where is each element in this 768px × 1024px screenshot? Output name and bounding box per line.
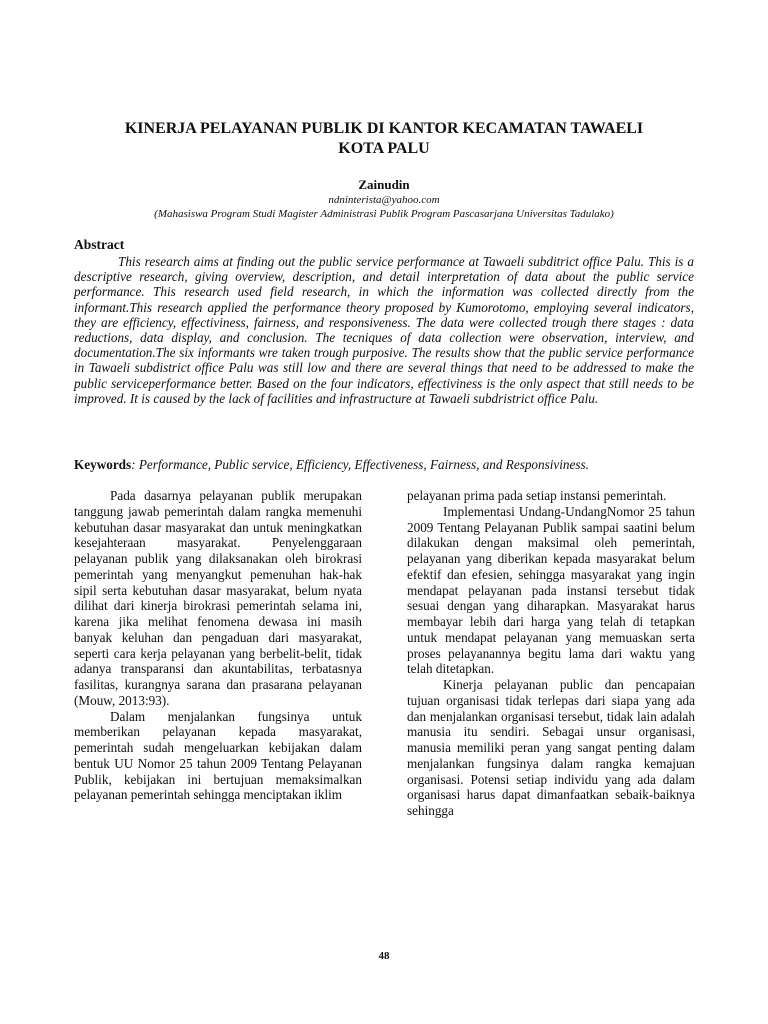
body-column-right bbox=[407, 488, 695, 819]
keywords-line bbox=[74, 457, 700, 473]
body-paragraph: Dalam menjalankan fungsinya untuk memberikan pelayanan kepada masyarakat, pemerintah sudah mengeluarkan kebijakan dalam bentuk UU Nomor 25 tahun 2009 Tentang Pelayanan Publik, kebijakan ini bertujuan memaksimalkan pelayanan pemerintah sehingga menciptakan iklim bbox=[74, 708, 362, 803]
body-paragraph: pelayanan prima pada setiap instansi pemerintah. bbox=[407, 488, 667, 503]
keywords-label: Keywords bbox=[74, 457, 132, 472]
abstract-text: This research aims at finding out the public service performance at Tawaeli subditrict office Palu. This is a descriptive research, giving overview, description, and detail interpretation of data about the public service performance. This research used field research, in which the information was collected directly from the informant.This research applied the performance theory proposed by Kumorotomo, employing several indicators, they are efficiency, effectiviness, fairness, and responsiveness. The data were collected trough there stages : data reductions, data display, and conclusion. The tecniques of data collection were observation, interview, and documentation.The six informants wre taken trough purposive. The results show that the public service performance in Tawaeli subdistrict office Palu was still low and there are several things that need to be addressed to make the public serviceperformance better. Based on the four indicators, effectiviness is the only aspect that still needs to be improved. It is caused by the lack of facilities and infrastructure at Tawaeli subdristrict office Palu. bbox=[74, 254, 694, 406]
abstract-heading: Abstract bbox=[74, 237, 125, 252]
body-paragraph: Pada dasarnya pelayanan publik merupakan tanggung jawab pemerintah dalam rangka memenuhi kebutuhan dasar masyarakat dan untuk meningkatkan kesejahteraan masyarakat. Penyelenggaraan pelayanan publik yang dilaksanakan oleh birokrasi pemerintah yang menyangkut pemenuhan hak-hak sipil serta kebutuhan dasar masyarakat, belum nyata dilihat dari kinerja birokrasi pemerintah selama ini, karena jika melihat fenomena dewasa ini masih banyak keluhan dan pengaduan dari masyarakat, seperti cara kerja pelayanan yang berbelit-belit, tidak adanya transparansi dan akuntabilitas, terbatasnya fasilitas, kurangnya sarana dan prasarana pelayanan (Mouw, 2013:93). bbox=[74, 488, 362, 708]
author-name: Zainudin bbox=[358, 177, 410, 192]
page-number: 48 bbox=[378, 950, 390, 962]
body-paragraph: Kinerja pelayanan public dan pencapaian tujuan organisasi tidak terlepas dari siapa yang ada dan menjalankan organisasi tersebut, tidak lain adalah manusia itu sendiri. Sebagai unsur organisasi, manusia memiliki peran yang sangat penting dalam menjalankan fungsinya dalam rangka kemajuan organisasi. Potensi setiap individu yang ada dalam organisasi harus dapat dimanfaatkan sebaik-baiknya sehingga bbox=[407, 677, 695, 818]
author-affiliation: (Mahasiswa Program Studi Magister Administrasi Publik Program Pascasarjana Universitas Tadulako) bbox=[154, 208, 614, 220]
author-email: ndninterista@yahoo.com bbox=[328, 194, 440, 206]
body-column-left bbox=[74, 488, 362, 803]
paper-title bbox=[70, 119, 698, 159]
body-paragraph: Implementasi Undang-UndangNomor 25 tahun 2009 Tentang Pelayanan Publik sampai saatini belum dilakukan dengan maksimal oleh pemerintah, pelayanan yang diberikan kepada masyarakat belum efektif dan efesien, sehingga masyarakat yang ingin mendapat pelayanan pada instansi tersebut tidak sesuai dengan yang diharapkan. Masyarakat harus membayar lebih dari harga yang telah di tetapkan untuk mendapat pelayanan yang memuaskan serta proses pelayanannya begitu lama dari waktu yang telah ditetapkan. bbox=[407, 503, 695, 677]
title-line-1: KINERJA PELAYANAN PUBLIK DI KANTOR KECAMATAN TAWAELI bbox=[124, 120, 644, 137]
title-line-2: KOTA PALU bbox=[338, 140, 430, 157]
keywords-text: : Performance, Public service, Efficiency, Effectiveness, Fairness, and Responsiviness. bbox=[131, 457, 589, 472]
